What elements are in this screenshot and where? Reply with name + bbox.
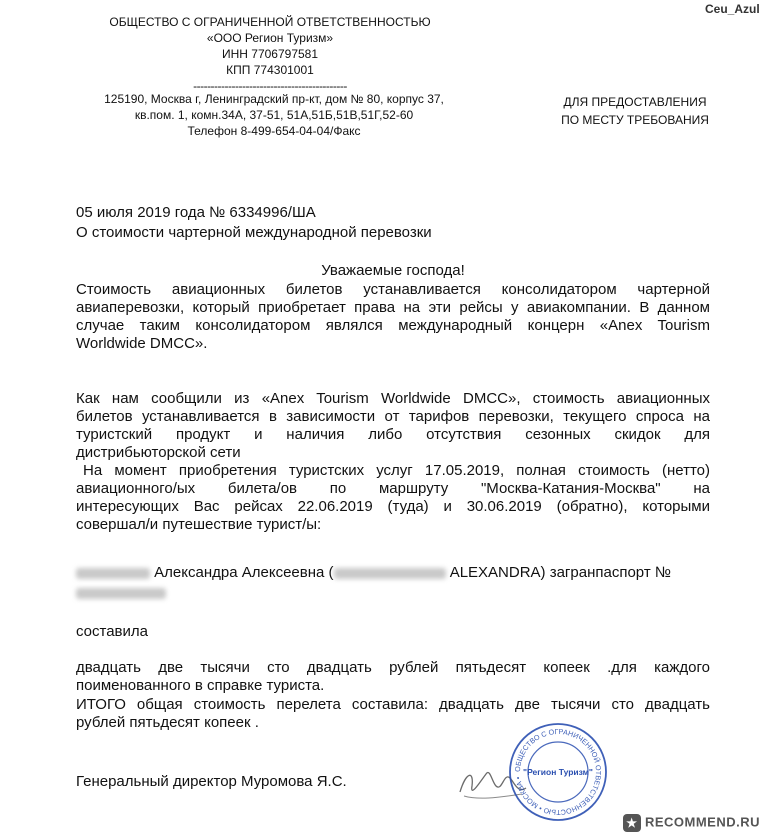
recipient-line-2: ПО МЕСТУ ТРЕБОВАНИЯ [561, 113, 709, 127]
company-kpp: КПП 774301001 [226, 63, 314, 77]
paragraph-5 [76, 696, 710, 732]
company-name-line: ОБЩЕСТВО С ОГРАНИЧЕННОЙ ОТВЕТСТВЕННОСТЬЮ [109, 15, 431, 29]
recommend-watermark [615, 810, 768, 836]
paragraph-2-line: туристский продукт и наличия либо отсутствия сезонных скидок для [76, 426, 710, 443]
company-inn: ИНН 7706797581 [221, 47, 319, 61]
paragraph-1-line: авиаперевозки, который приобретает права на эти рейсы у авиакомпании. В данном [76, 299, 710, 316]
paragraph-2-line: билетов устанавливается в зависимости от тарифов перевозки, текущего спроса на [76, 408, 710, 425]
company-stamp [508, 722, 608, 822]
address-line-1: 125190, Москва г, Ленинградский пр-кт, дом № 80, корпус 37, [104, 92, 444, 106]
redacted-passport [76, 585, 166, 603]
cost-label: составила [76, 623, 148, 640]
paragraph-3-line: совершал/и путешествие турист/ы: [76, 516, 322, 533]
tourist-line [76, 564, 716, 582]
letter-greeting: Уважаемые господа! [321, 262, 465, 279]
paragraph-3-line: На момент приобретения туристских услуг 17.05.2019, полная стоимость (нетто) [83, 462, 710, 479]
paragraph-5-line: рублей пятьдесят копеек . [76, 714, 259, 731]
company-address [60, 91, 488, 139]
letter-subject: О стоимости чартерной международной перевозки [76, 224, 432, 241]
watermark-text: RECOMMEND.RU [644, 814, 760, 830]
corner-username: Ceu_Azul [705, 2, 760, 16]
paragraph-3 [76, 462, 710, 534]
recipient-block [520, 93, 750, 129]
tourist-latin-name: ALEXANDRA) загранпаспорт № [449, 564, 671, 581]
address-line-2: кв.пом. 1, комн.34А, 37-51, 51А,51Б,51В,51Г,52-60 [134, 108, 414, 122]
recipient-line-1: ДЛЯ ПРЕДОСТАВЛЕНИЯ [563, 95, 707, 109]
signature-line: Генеральный директор Муромова Я.С. [76, 773, 347, 790]
paragraph-4-line: двадцать две тысячи сто двадцать рублей пятьдесят копеек .для каждого [76, 659, 710, 676]
letter-date-number: 05 июля 2019 года № 6334996/ША [76, 204, 316, 221]
stamp-ring-text: ОБЩЕСТВО С ОГРАНИЧЕННОЙ ОТВЕТСТВЕННОСТЬЮ • МОСКВА • [512, 726, 604, 818]
company-short-name: «ООО Регион Туризм» [206, 31, 334, 45]
paragraph-2-line: Как нам сообщили из «Anex Tourism Worldwide DMCC», стоимость авиационных [76, 390, 710, 407]
paragraph-3-line: авиационного/ых билета/ов по маршруту "Москва-Катания-Москва" на [76, 480, 710, 497]
company-separator: -------------------------------------------- [193, 79, 347, 93]
letter-meta [76, 204, 716, 242]
company-phone: Телефон 8-499-654-04-04/Факс [187, 124, 361, 138]
company-header [60, 14, 480, 94]
paragraph-1-line: Worldwide DMCC». [76, 335, 208, 352]
paragraph-3-line: интересующих Вас рейсах 22.06.2019 (туда) и 30.06.2019 (обратно), которыми [76, 498, 710, 515]
paragraph-2-line: дистрибьюторской сети [76, 444, 241, 461]
redacted-surname [76, 568, 150, 579]
paragraph-2 [76, 390, 710, 462]
paragraph-5-line: ИТОГО общая стоимость перелета составила: двадцать две тысячи сто двадцать [76, 696, 710, 713]
redacted-latin-surname [334, 568, 446, 579]
paragraph-4 [76, 659, 710, 695]
stamp-center-text: "Регион Туризм" [523, 767, 593, 777]
paragraph-4-line: поименованного в справке туриста. [76, 677, 325, 694]
paragraph-1-line: Стоимость авиационных билетов устанавливается консолидатором чартерной [76, 281, 710, 298]
paragraph-1-line: случае таким консолидатором являлся международный концерн «Anex Tourism [76, 317, 710, 334]
recommend-logo-icon: ★ [623, 814, 641, 832]
tourist-name: Александра Алексеевна ( [154, 564, 334, 581]
paragraph-1 [76, 281, 710, 353]
redacted-passport-number [76, 588, 166, 599]
